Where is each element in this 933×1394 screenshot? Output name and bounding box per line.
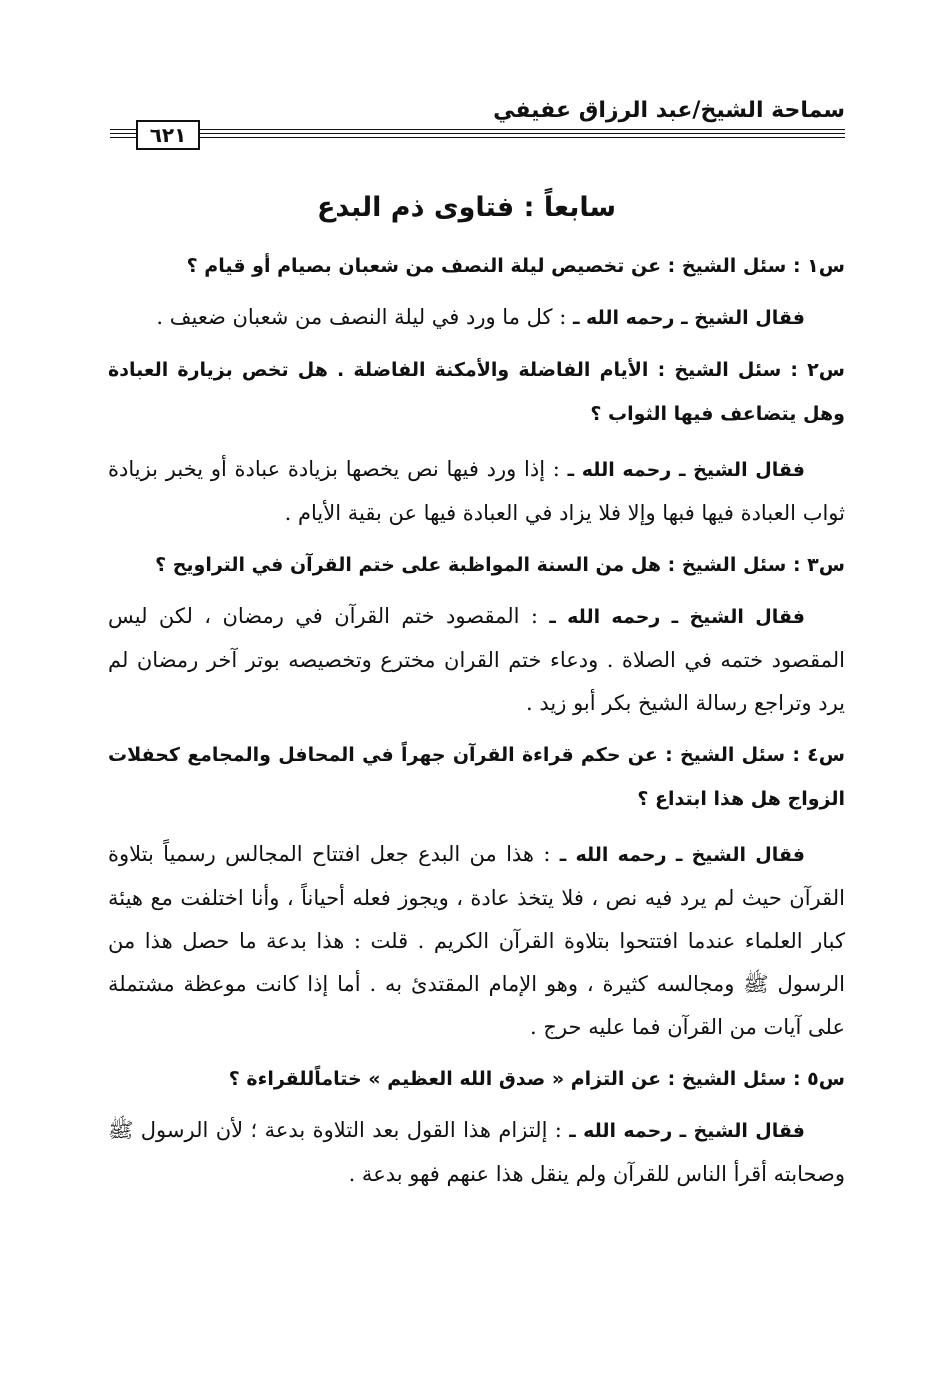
answer-text: : المقصود ختم القرآن في رمضان ، لكن ليس المقصود ختمه في الصلاة . ودعاء ختم القران مخترع وتخصيصه بوتر آخر رمضان لم يرد وتراجع رسالة الشيخ بكر أبو زيد . [108, 604, 845, 715]
question-4: س٤ : سئل الشيخ : عن حكم قراءة القرآن جهراً في المحافل والمجامع كحفلات الزواج هل هذا ابتداع ؟ [108, 744, 845, 810]
answer-intro: فقال الشيخ ـ رحمه الله ـ [569, 1120, 805, 1142]
question-2: س٢ : سئل الشيخ : الأيام الفاضلة والأمكنة الفاضلة . هل تخص بزيارة العبادة وهل يتضاعف فيها الثواب ؟ [108, 359, 845, 425]
page-header [110, 96, 845, 156]
header-rule-left [110, 129, 136, 130]
answer-5 [108, 1109, 845, 1196]
header-rule-left [110, 137, 136, 138]
book-title: سماحة الشيخ/عبد الرزاق عفيفي [493, 98, 845, 123]
section-title: سابعاً : فتاوى ذم البدع [316, 192, 617, 223]
header-rule-left [110, 133, 136, 134]
question-1: س١ : سئل الشيخ : عن تخصيص ليلة النصف من شعبان بصيام أو قيام ؟ [186, 255, 845, 277]
header-rule [200, 129, 845, 130]
answer-intro: فقال الشيخ ـ رحمه الله ـ [572, 307, 805, 329]
page-body [108, 244, 845, 1196]
answer-text: : كل ما ورد في ليلة النصف من شعبان ضعيف . [156, 305, 573, 329]
answer-text: : إلتزام هذا القول بعد التلاوة بدعة ؛ لأن الرسول ﷺ وصحابته أقرأ الناس للقرآن ولم ينقل هذا عنهم فهو بدعة . [108, 1118, 845, 1186]
question-3: س٣ : سئل الشيخ : هل من السنة المواظبة على ختم القرآن في التراويح ؟ [155, 554, 845, 576]
header-rule [200, 137, 845, 138]
answer-4 [108, 833, 845, 1049]
answer-intro: فقال الشيخ ـ رحمه الله ـ [559, 844, 805, 866]
header-rule [200, 133, 845, 134]
answer-3 [108, 595, 845, 725]
page-number: ٦٢١ [136, 120, 200, 150]
answer-text: : إذا ورد فيها نص يخصها بزيادة عبادة أو يخبر بزيادة ثواب العبادة فيها فبها وإلا فلا يزاد في العبادة فيها عن بقية الأيام . [108, 457, 845, 525]
answer-text: : هذا من البدع جعل افتتاح المجالس رسمياً بتلاوة القرآن حيث لم يرد فيه نص ، فلا يتخذ عادة ، ويجوز فعله أحياناً ، وأنا اختلفت مع هيئة كبار العلماء عندما افتتحوا بتلاوة القرآن الكريم . قلت : هذا بدعة ما حصل هذا من الرسول ﷺ ومجالسه كثيرة ، وهو الإمام المقتدئ به . أما إذا كانت موعظة مشتملة على آيات من القرآن فما عليه حرج . [108, 842, 845, 1039]
answer-1 [108, 296, 845, 340]
answer-2 [108, 448, 845, 535]
question-5: س٥ : سئل الشيخ : عن التزام « صدق الله العظيم » ختاماًللقراءة ؟ [228, 1068, 845, 1090]
answer-intro: فقال الشيخ ـ رحمه الله ـ [567, 459, 805, 481]
answer-intro: فقال الشيخ ـ رحمه الله ـ [549, 606, 806, 628]
